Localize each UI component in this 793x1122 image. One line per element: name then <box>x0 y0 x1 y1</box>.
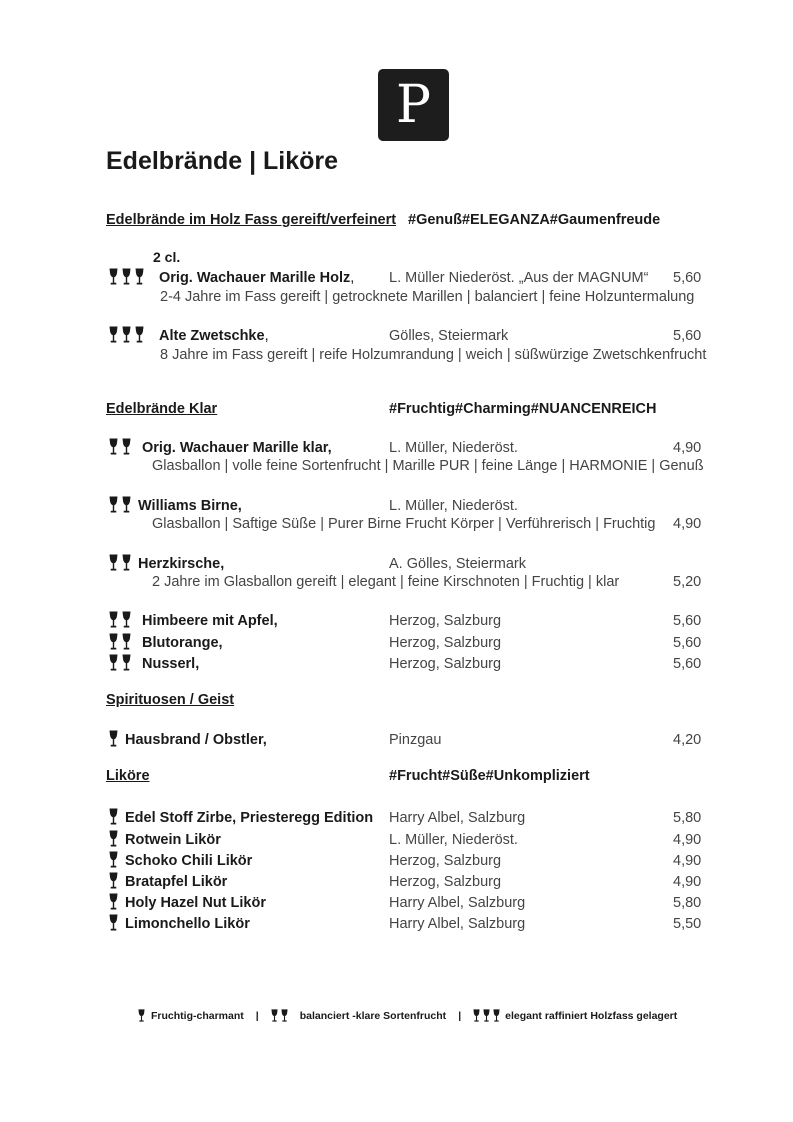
item-description: Glasballon | Saftige Süße | Purer Birne Frucht Körper | Verführerisch | Fruchtig <box>152 516 656 532</box>
glass-rating-1 <box>109 893 118 910</box>
item-origin: Gölles, Steiermark <box>389 328 509 344</box>
section-tags-holzfass: #Genuß#ELEGANZA#Gaumenfreude <box>408 212 661 228</box>
glass-rating-2 <box>109 654 131 671</box>
glass-icon <box>109 830 118 847</box>
page-title: Edelbrände | Liköre <box>106 147 339 175</box>
legend-separator: | <box>255 1009 259 1022</box>
legend-rating-1 <box>138 1009 145 1022</box>
section-tags-klar: #Fruchtig#Charming#NUANCENREICH <box>389 401 657 417</box>
legend-label-three: elegant raffiniert Holzfass gelagert <box>505 1009 678 1022</box>
item-price: 5,60 <box>673 635 702 651</box>
glass-icon <box>109 893 118 910</box>
glass-icon <box>122 633 131 650</box>
item-name: Edel Stoff Zirbe, Priesteregg Edition <box>125 810 374 826</box>
section-tags-likoere: #Frucht#Süße#Unkompliziert <box>389 768 590 784</box>
glass-icon <box>109 326 118 343</box>
item-price: 5,20 <box>673 574 702 590</box>
glass-rating-1 <box>109 830 118 847</box>
item-price: 5,60 <box>673 656 702 672</box>
glass-icon <box>109 872 118 889</box>
glass-rating-2 <box>109 438 131 455</box>
item-price: 4,90 <box>673 832 702 848</box>
glass-icon <box>109 851 118 868</box>
glass-icon <box>109 611 118 628</box>
glass-icon <box>122 326 131 343</box>
item-origin: Harry Albel, Salzburg <box>389 916 526 932</box>
item-price: 5,50 <box>673 916 702 932</box>
glass-icon <box>281 1009 288 1022</box>
item-price: 5,60 <box>673 328 702 344</box>
item-name: Williams Birne, <box>138 498 242 514</box>
legend <box>138 1009 677 1022</box>
item-name: Rotwein Likör <box>125 832 221 848</box>
item-origin: Herzog, Salzburg <box>389 874 502 890</box>
item-origin: Harry Albel, Salzburg <box>389 810 526 826</box>
glass-rating-3 <box>109 268 144 285</box>
glass-icon <box>473 1009 480 1022</box>
glass-rating-3 <box>109 326 144 343</box>
item-name: Hausbrand / Obstler, <box>125 732 267 748</box>
item-origin: L. Müller, Niederöst. <box>389 440 518 456</box>
section-title-klar: Edelbrände Klar <box>106 401 218 417</box>
glass-icon <box>271 1009 278 1022</box>
item-price: 4,90 <box>673 853 702 869</box>
glass-rating-1 <box>109 872 118 889</box>
item-price: 5,60 <box>673 613 702 629</box>
item-price: 4,90 <box>673 516 702 532</box>
glass-icon <box>493 1009 500 1022</box>
item-price: 5,60 <box>673 270 702 286</box>
glass-icon <box>109 268 118 285</box>
item-description: 2-4 Jahre im Fass gereift | getrocknete Marillen | balanciert | feine Holzuntermalung <box>160 289 695 305</box>
item-name: Herzkirsche, <box>138 556 225 572</box>
glass-icon <box>109 496 118 513</box>
section-title-likoere: Liköre <box>106 768 150 784</box>
glass-icon <box>109 808 118 825</box>
item-name: Orig. Wachauer Marille klar, <box>142 440 332 456</box>
glass-icon <box>483 1009 490 1022</box>
item-origin: Herzog, Salzburg <box>389 635 502 651</box>
glass-icon <box>122 268 131 285</box>
glass-icon <box>109 438 118 455</box>
item-price: 4,20 <box>673 732 702 748</box>
item-name: Orig. Wachauer Marille Holz, <box>159 270 355 286</box>
glass-icon <box>138 1009 145 1022</box>
item-name: Nusserl, <box>142 656 200 672</box>
glass-rating-2 <box>109 496 131 513</box>
legend-separator: | <box>458 1009 462 1022</box>
item-origin: A. Gölles, Steiermark <box>389 556 526 572</box>
legend-label-two: balanciert -klare Sortenfrucht <box>299 1009 447 1022</box>
item-origin: L. Müller Niederöst. „Aus der MAGNUM“ <box>389 270 649 286</box>
item-origin: Pinzgau <box>389 732 442 748</box>
item-origin: Herzog, Salzburg <box>389 613 502 629</box>
glass-icon <box>109 633 118 650</box>
item-name: Bratapfel Likör <box>125 874 228 890</box>
item-name: Limonchello Likör <box>125 916 250 932</box>
item-origin: Herzog, Salzburg <box>389 853 502 869</box>
logo-letter: P <box>396 75 431 135</box>
glass-rating-2 <box>109 554 131 571</box>
legend-label-one: Fruchtig-charmant <box>151 1009 244 1022</box>
glass-icon <box>109 914 118 931</box>
glass-icon <box>122 654 131 671</box>
unit-label: 2 cl. <box>153 249 181 265</box>
glass-rating-1 <box>109 914 118 931</box>
legend-rating-3 <box>473 1009 500 1022</box>
item-price: 4,90 <box>673 440 702 456</box>
item-description: 2 Jahre im Glasballon gereift | elegant | feine Kirschnoten | Fruchtig | klar <box>152 574 620 590</box>
glass-icon <box>109 554 118 571</box>
logo <box>378 69 449 141</box>
item-origin: Herzog, Salzburg <box>389 656 502 672</box>
glass-rating-1 <box>109 808 118 825</box>
item-origin: L. Müller, Niederöst. <box>389 832 518 848</box>
glass-icon <box>135 326 144 343</box>
item-description: 8 Jahre im Fass gereift | reife Holzumrandung | weich | süßwürzige Zwetschkenfrucht <box>160 347 707 363</box>
glass-rating-2 <box>109 633 131 650</box>
item-price: 5,80 <box>673 810 702 826</box>
glass-icon <box>122 496 131 513</box>
item-origin: L. Müller, Niederöst. <box>389 498 518 514</box>
glass-icon <box>122 554 131 571</box>
item-price: 5,80 <box>673 895 702 911</box>
item-name: Schoko Chili Likör <box>125 853 253 869</box>
item-name: Himbeere mit Apfel, <box>142 613 278 629</box>
glass-icon <box>109 654 118 671</box>
glass-rating-2 <box>109 611 131 628</box>
legend-rating-2 <box>271 1009 288 1022</box>
section-title-holzfass: Edelbrände im Holz Fass gereift/verfeinert <box>106 212 397 228</box>
glass-rating-1 <box>109 851 118 868</box>
glass-icon <box>122 438 131 455</box>
item-name: Holy Hazel Nut Likör <box>125 895 266 911</box>
section-title-spirituosen: Spirituosen / Geist <box>106 692 235 708</box>
glass-icon <box>122 611 131 628</box>
glass-icon <box>109 730 118 747</box>
item-name: Alte Zwetschke, <box>159 328 269 344</box>
glass-rating-1 <box>109 730 118 747</box>
item-description: Glasballon | volle feine Sortenfrucht | Marille PUR | feine Länge | HARMONIE | Genuß <box>152 458 704 474</box>
glass-icon <box>135 268 144 285</box>
item-name: Blutorange, <box>142 635 223 651</box>
item-origin: Harry Albel, Salzburg <box>389 895 526 911</box>
item-price: 4,90 <box>673 874 702 890</box>
